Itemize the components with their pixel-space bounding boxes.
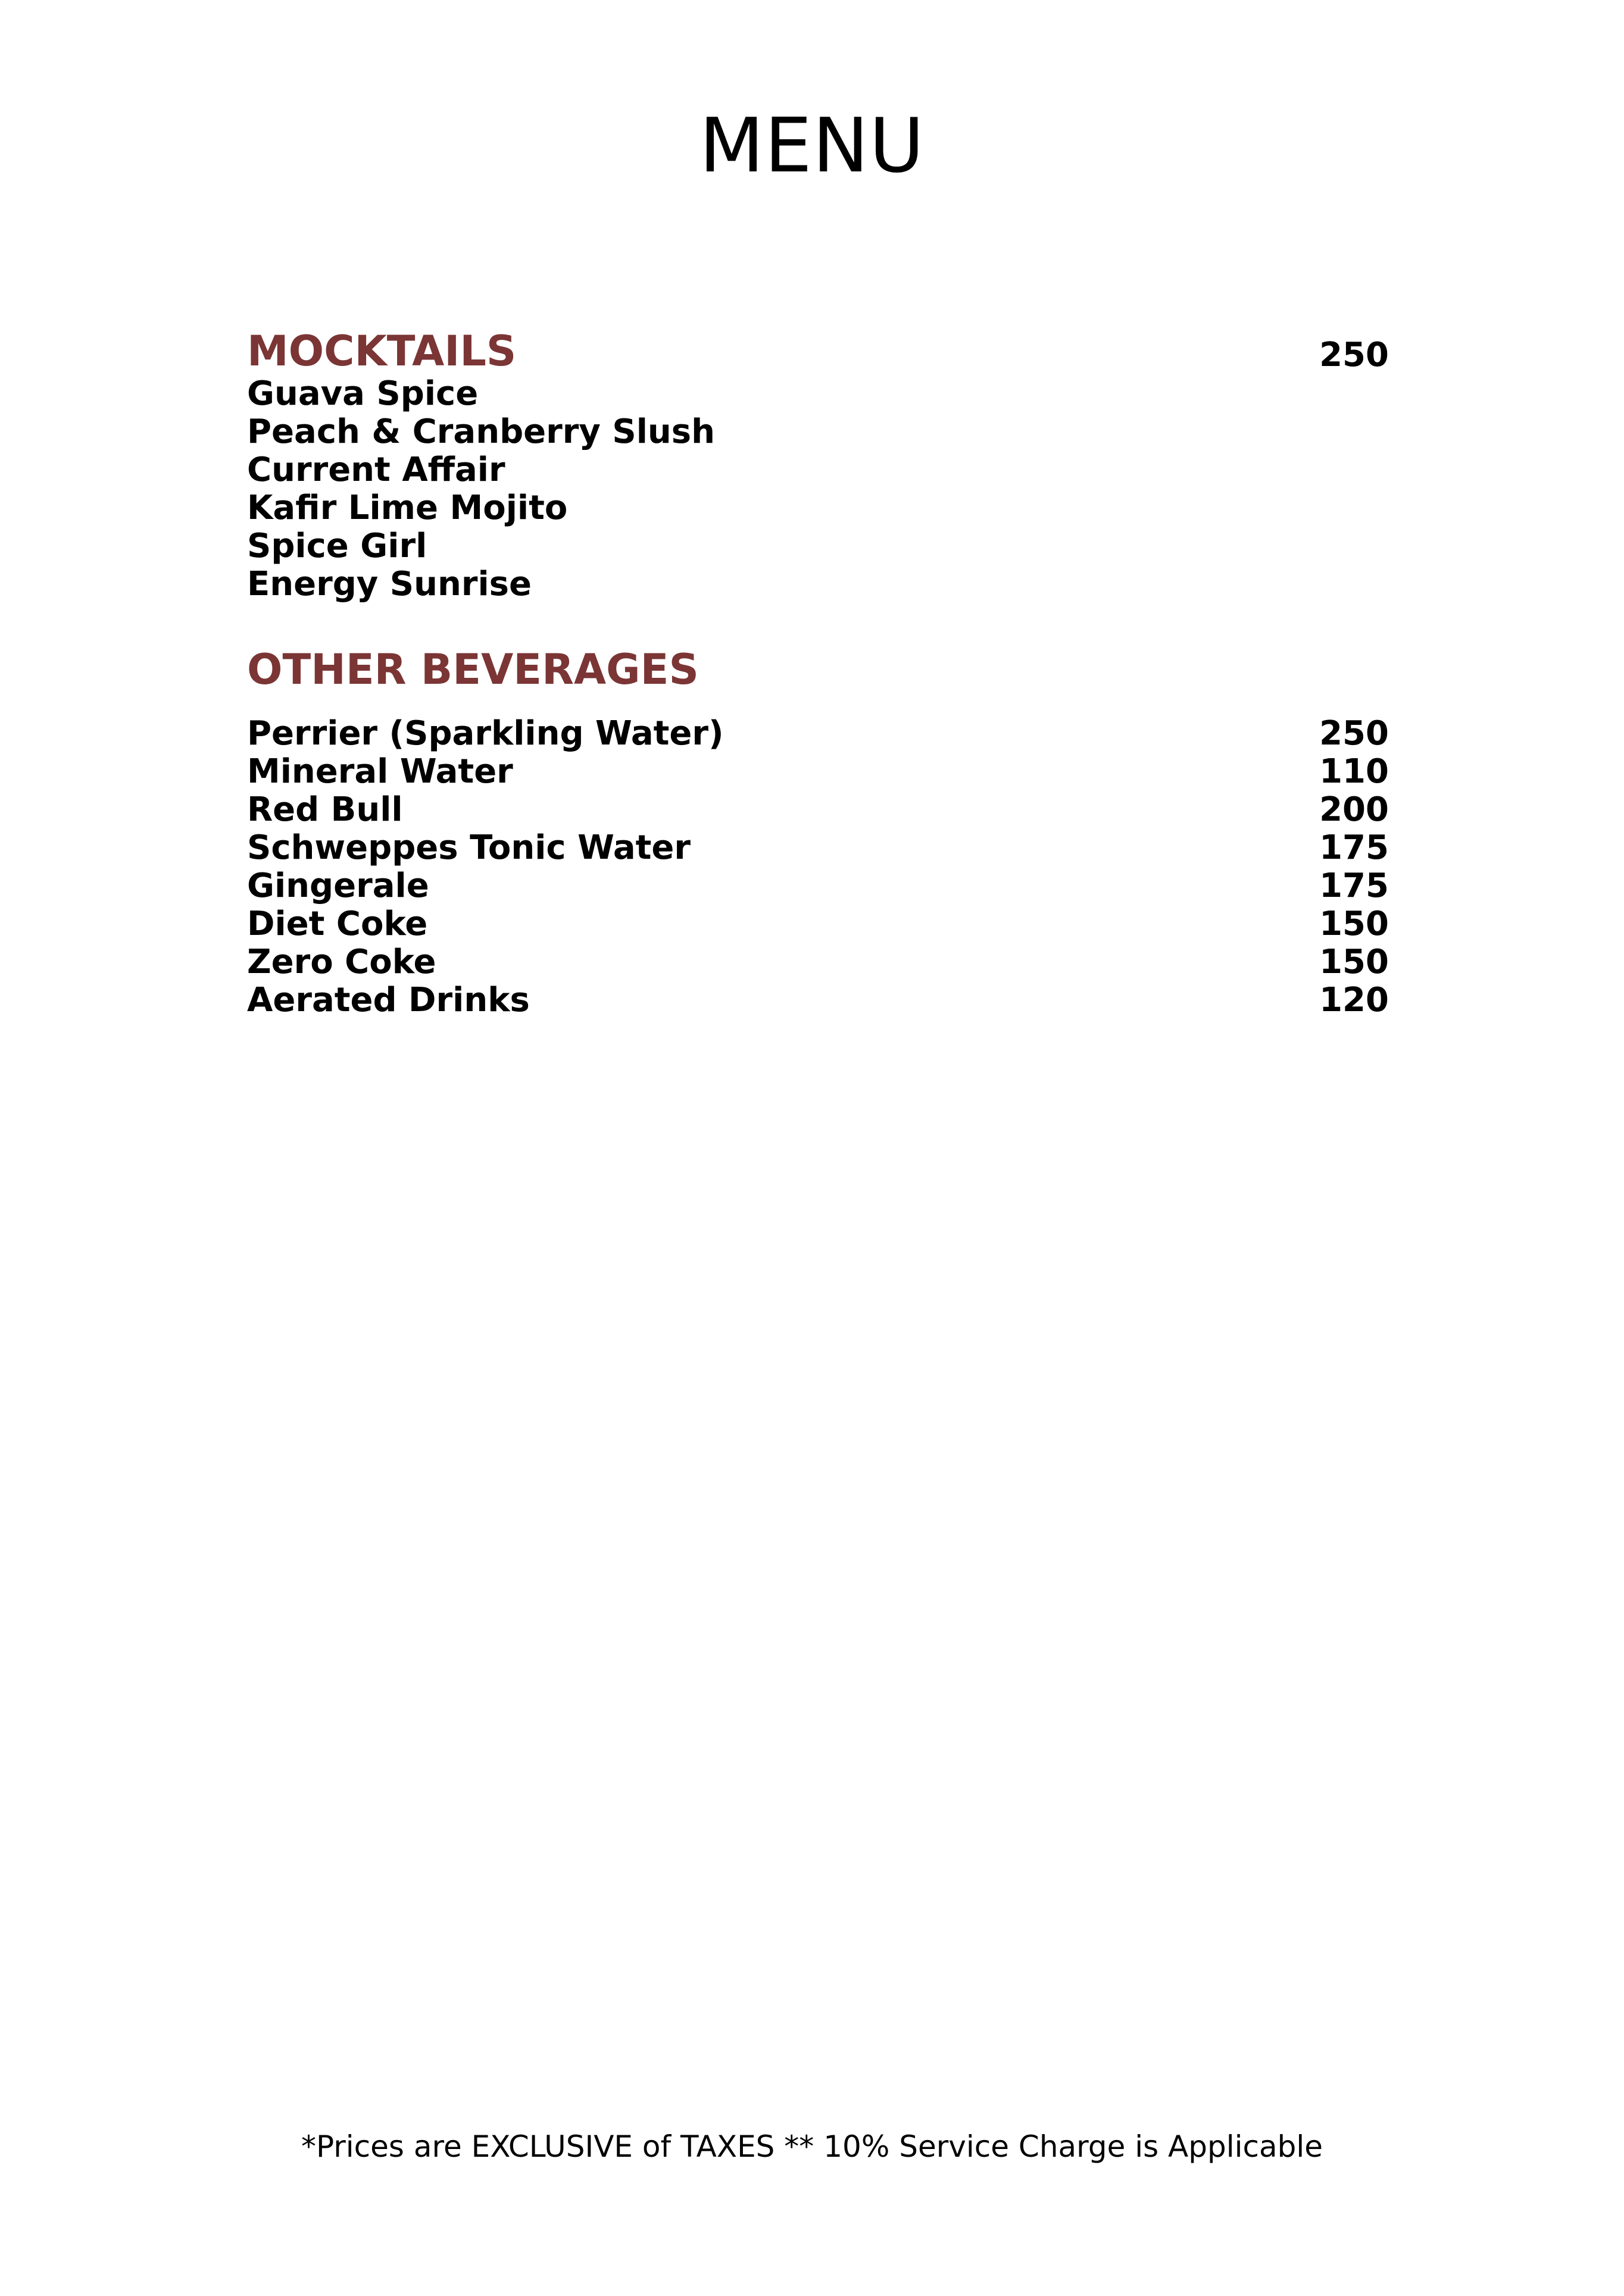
- other-beverages-section: [247, 646, 1389, 1019]
- list-item: [247, 375, 1389, 413]
- item-price: 150: [1319, 943, 1389, 981]
- list-item: [247, 791, 1389, 829]
- item-price: 175: [1319, 867, 1389, 905]
- item-name: Perrier (Sparkling Water): [247, 714, 724, 753]
- mocktails-section: [247, 327, 1389, 603]
- item-name: Mineral Water: [247, 752, 513, 791]
- item-name: Schweppes Tonic Water: [247, 828, 691, 867]
- item-name: Guava Spice: [247, 374, 479, 413]
- list-item: [247, 565, 1389, 603]
- item-name: Gingerale: [247, 867, 429, 905]
- list-item: [247, 867, 1389, 905]
- item-name: Aerated Drinks: [247, 981, 530, 1019]
- list-item: [247, 829, 1389, 867]
- item-price: 250: [1319, 714, 1389, 753]
- item-name: Red Bull: [247, 790, 403, 829]
- other-beverages-title: OTHER BEVERAGES: [247, 645, 699, 694]
- item-name: Zero Coke: [247, 943, 436, 981]
- item-price: 120: [1319, 981, 1389, 1019]
- list-item: [247, 905, 1389, 943]
- mocktails-title: MOCKTAILS: [247, 327, 517, 376]
- list-item: [247, 489, 1389, 527]
- list-item: [247, 981, 1389, 1019]
- other-beverages-list: [247, 715, 1389, 1019]
- footer-note: *Prices are EXCLUSIVE of TAXES ** 10% Service Charge is Applicable: [301, 2129, 1323, 2164]
- list-item: [247, 451, 1389, 489]
- list-item: [247, 527, 1389, 565]
- page-title: MENU: [699, 102, 925, 189]
- item-name: Energy Sunrise: [247, 565, 532, 603]
- list-item: [247, 715, 1389, 753]
- list-item: [247, 943, 1389, 981]
- mocktails-price: 250: [1319, 336, 1389, 374]
- item-name: Kafir Lime Mojito: [247, 489, 568, 527]
- list-item: [247, 413, 1389, 451]
- item-name: Peach & Cranberry Slush: [247, 412, 715, 451]
- item-price: 110: [1319, 752, 1389, 791]
- item-name: Current Affair: [247, 451, 505, 489]
- mocktails-list: [247, 375, 1389, 603]
- item-price: 175: [1319, 828, 1389, 867]
- mocktails-header: [247, 327, 1389, 375]
- other-beverages-header: [247, 646, 1389, 693]
- item-price: 200: [1319, 790, 1389, 829]
- list-item: [247, 753, 1389, 791]
- item-name: Diet Coke: [247, 905, 428, 943]
- item-name: Spice Girl: [247, 527, 427, 565]
- item-price: 150: [1319, 905, 1389, 943]
